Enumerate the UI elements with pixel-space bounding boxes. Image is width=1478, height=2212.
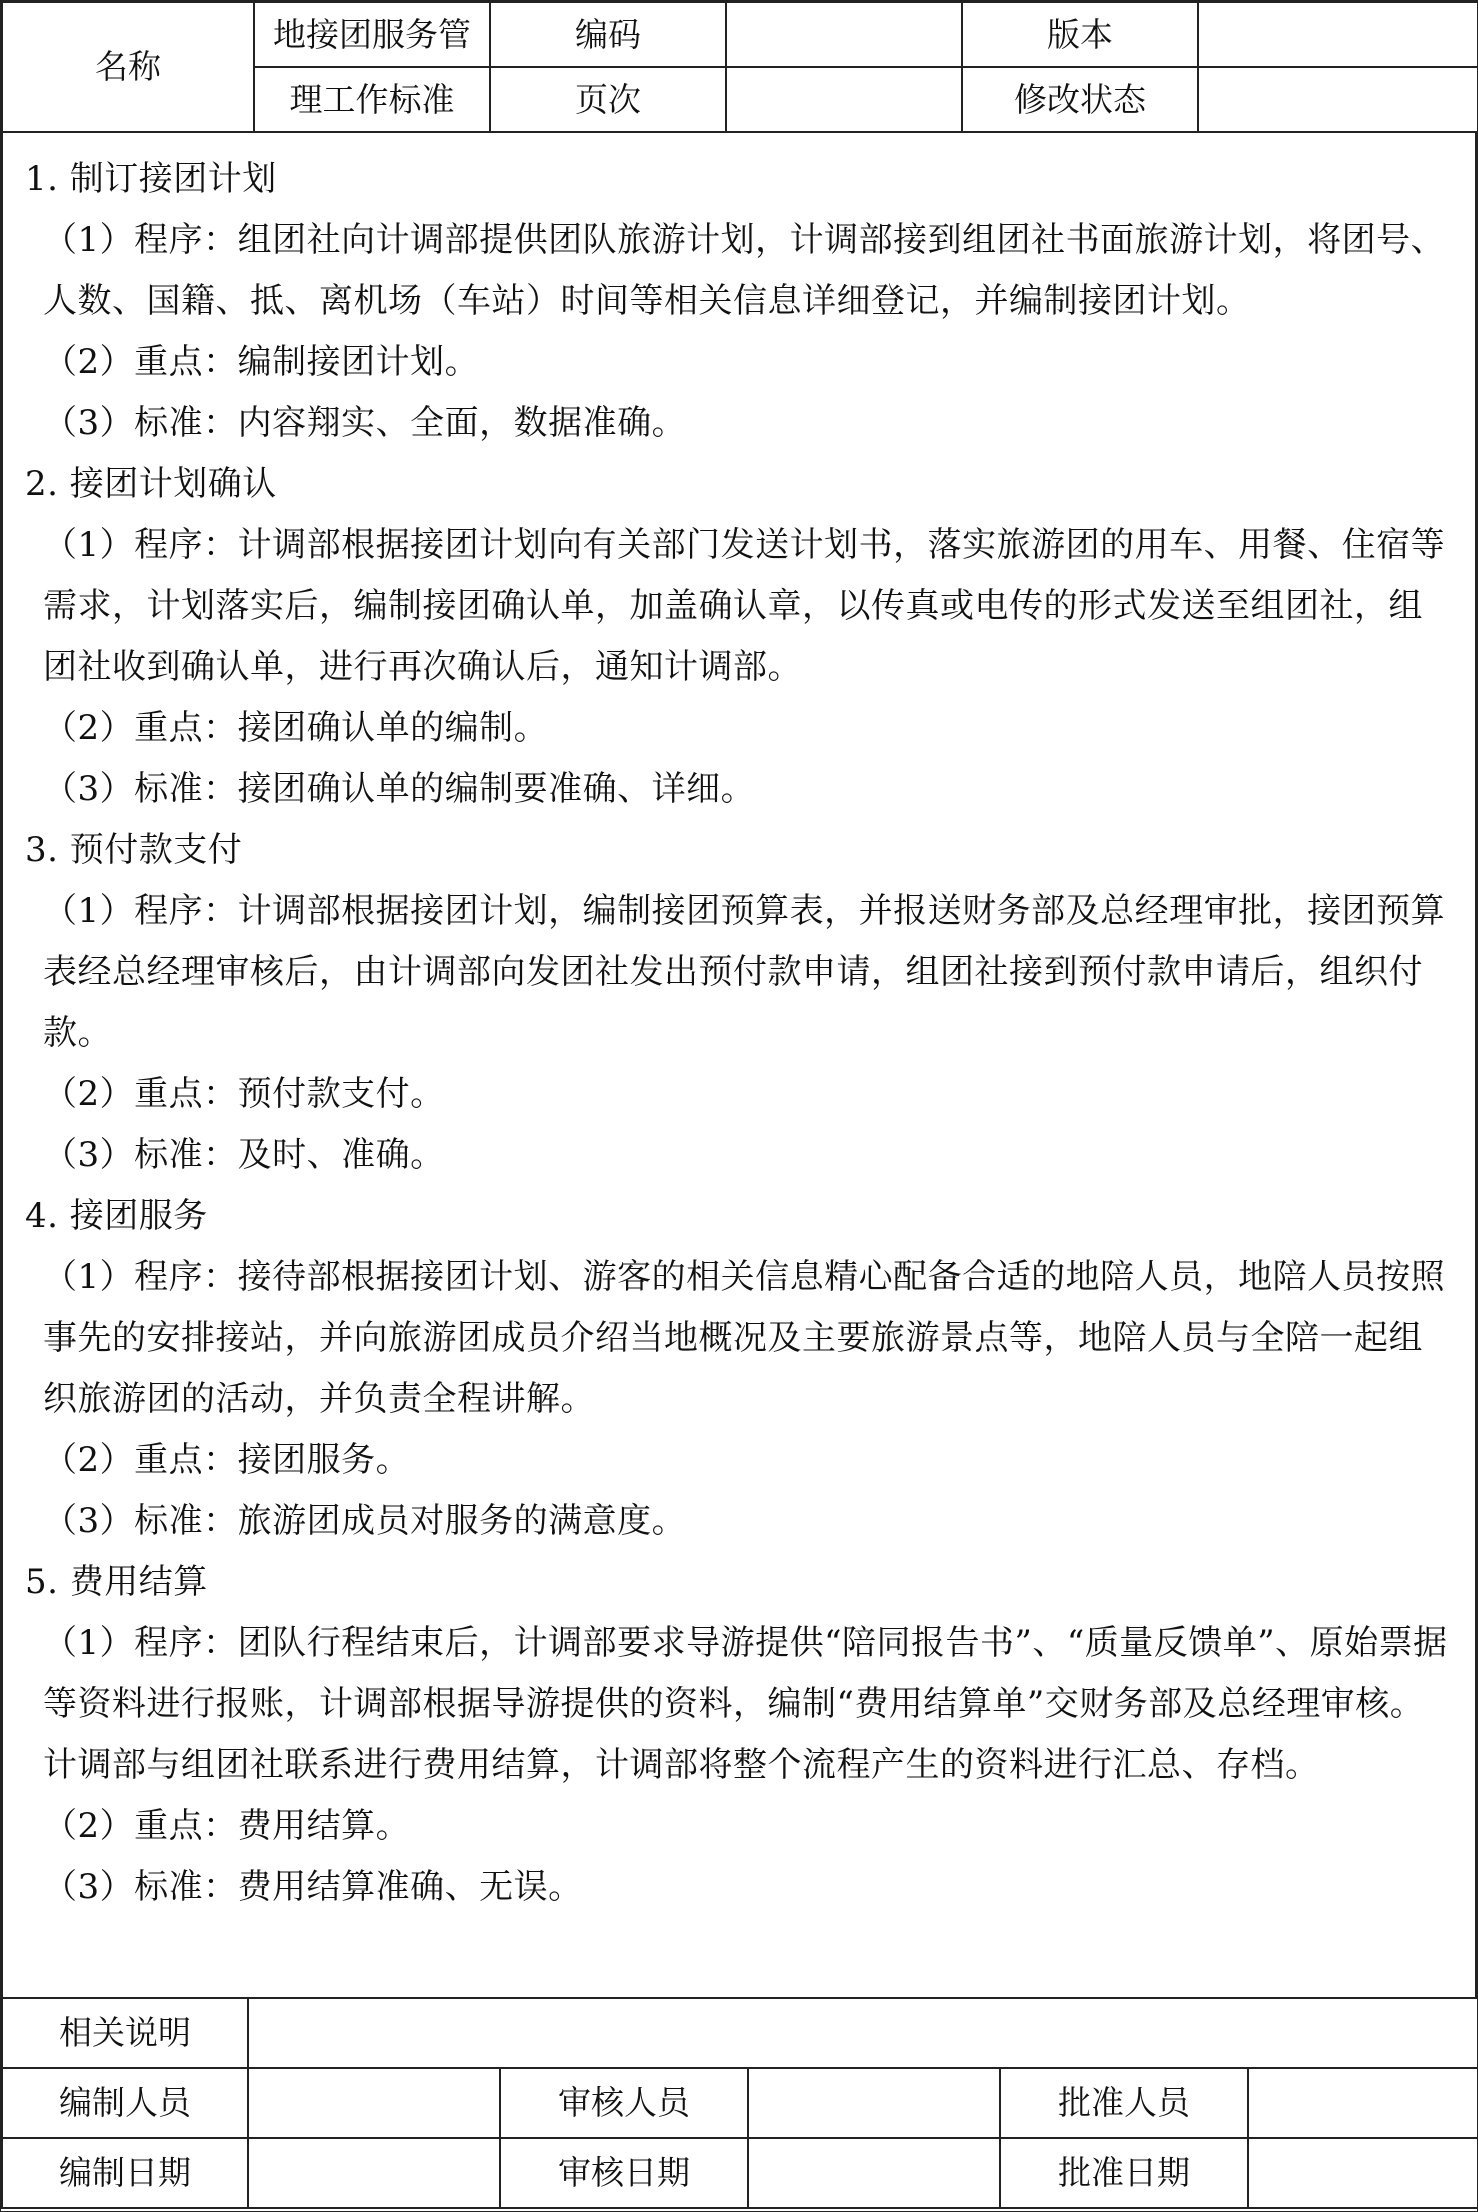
section-standard: （3）标准：及时、准确。 — [43, 1135, 445, 1175]
reviewed-by-value — [748, 2068, 1000, 2138]
prepared-by-label: 编制人员 — [2, 2068, 248, 2138]
code-value — [726, 2, 962, 67]
section-procedure: （1）程序：接待部根据接团计划、游客的相关信息精心配备合适的地陪人员，地陪人员按照事先的安排接站，并向旅游团成员介绍当地概况及主要旅游景点等，地陪人员与全陪一起组织旅游团的活动，并负责全程讲解。 — [43, 1257, 1446, 1419]
footer-table — [1, 1997, 1478, 2209]
section-title: 4. 接团服务 — [25, 1196, 208, 1236]
approved-by-label: 批准人员 — [1000, 2068, 1248, 2138]
section-title: 2. 接团计划确认 — [25, 464, 277, 504]
section-procedure: （1）程序：计调部根据接团计划向有关部门发送计划书，落实旅游团的用车、用餐、住宿等需求，计划落实后，编制接团确认单，加盖确认章，以传真或电传的形式发送至组团社，组团社收到确认单，进行再次确认后，通知计调部。 — [43, 525, 1446, 687]
section — [25, 149, 1453, 454]
section-title: 5. 费用结算 — [25, 1562, 208, 1602]
prepared-by-value — [248, 2068, 500, 2138]
section-title: 1. 制订接团计划 — [25, 159, 277, 199]
notes-label: 相关说明 — [2, 1998, 248, 2068]
page-value — [726, 67, 962, 132]
section-key-point: （2）重点：接团服务。 — [43, 1440, 411, 1480]
section-standard: （3）标准：费用结算准确、无误。 — [43, 1867, 583, 1907]
section-title: 3. 预付款支付 — [25, 830, 243, 870]
standard-body — [1, 132, 1477, 1997]
prepared-date-label: 编制日期 — [2, 2138, 248, 2208]
section-key-point: （2）重点：编制接团计划。 — [43, 342, 480, 382]
section-procedure: （1）程序：团队行程结束后，计调部要求导游提供“陪同报告书”、“质量反馈单”、原始票据等资料进行报账，计调部根据导游提供的资料，编制“费用结算单”交财务部及总经理审核。计调部与组团社联系进行费用结算，计调部将整个流程产生的资料进行汇总、存档。 — [43, 1623, 1448, 1785]
section-key-point: （2）重点：费用结算。 — [43, 1806, 411, 1846]
reviewed-by-label: 审核人员 — [500, 2068, 748, 2138]
reviewed-date-label: 审核日期 — [500, 2138, 748, 2208]
section-standard: （3）标准：内容翔实、全面，数据准确。 — [43, 403, 687, 443]
section-key-point: （2）重点：接团确认单的编制。 — [43, 708, 549, 748]
section-standard: （3）标准：接团确认单的编制要准确、详细。 — [43, 769, 756, 809]
approved-date-label: 批准日期 — [1000, 2138, 1248, 2208]
name-value-line1: 地接团服务管 — [254, 2, 490, 67]
reviewed-date-value — [748, 2138, 1000, 2208]
section — [25, 1552, 1453, 1918]
section-procedure: （1）程序：组团社向计调部提供团队旅游计划，计调部接到组团社书面旅游计划，将团号、人数、国籍、抵、离机场（车站）时间等相关信息详细登记，并编制接团计划。 — [43, 220, 1446, 321]
name-value-line2: 理工作标准 — [254, 67, 490, 132]
approved-date-value — [1248, 2138, 1478, 2208]
section-key-point: （2）重点：预付款支付。 — [43, 1074, 445, 1114]
section — [25, 820, 1453, 1186]
section — [25, 454, 1453, 820]
approved-by-value — [1248, 2068, 1478, 2138]
prepared-date-value — [248, 2138, 500, 2208]
notes-value — [248, 1998, 1478, 2068]
header-table — [1, 1, 1478, 133]
section-procedure: （1）程序：计调部根据接团计划，编制接团预算表，并报送财务部及总经理审批，接团预算表经总经理审核后，由计调部向发团社发出预付款申请，组团社接到预付款申请后，组织付款。 — [43, 891, 1446, 1053]
code-label: 编码 — [490, 2, 726, 67]
page-label: 页次 — [490, 67, 726, 132]
revision-label: 修改状态 — [962, 67, 1198, 132]
version-value — [1198, 2, 1478, 67]
name-label: 名称 — [2, 2, 254, 132]
version-label: 版本 — [962, 2, 1198, 67]
revision-value — [1198, 67, 1478, 132]
section — [25, 1186, 1453, 1552]
section-standard: （3）标准：旅游团成员对服务的满意度。 — [43, 1501, 687, 1541]
